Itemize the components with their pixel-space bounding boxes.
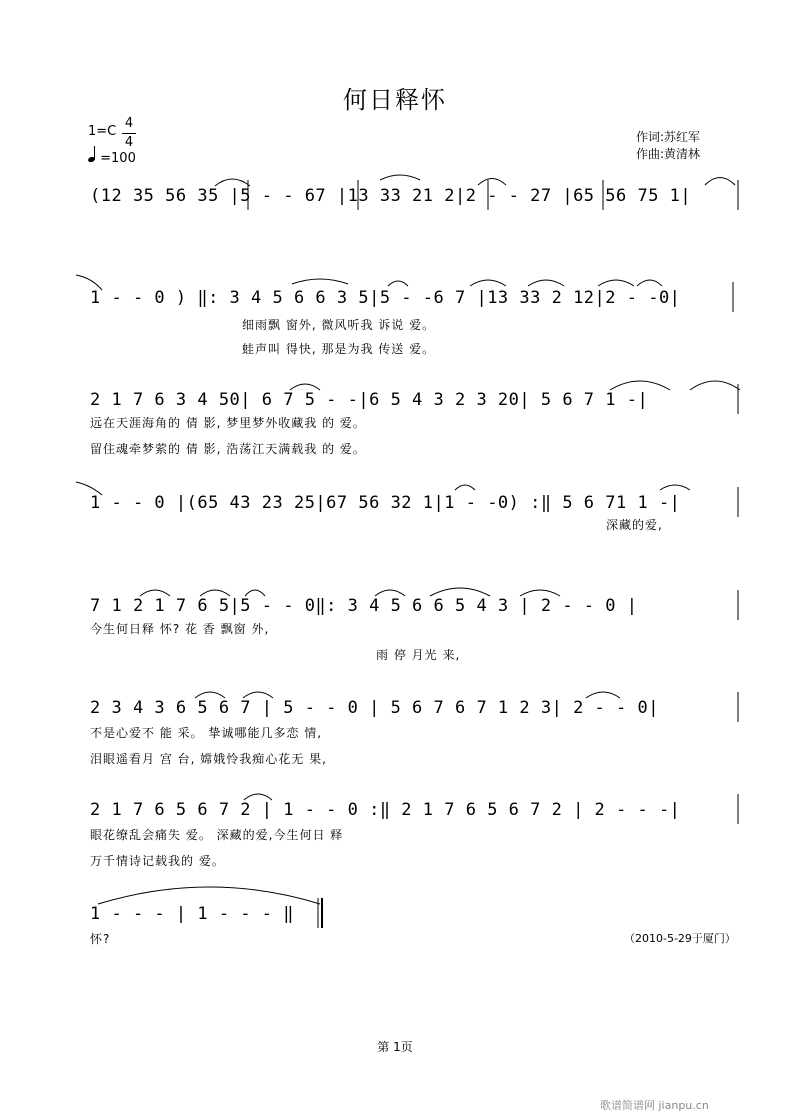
tie-arc (610, 381, 670, 390)
tie-arc (388, 281, 408, 286)
tie-arc (245, 590, 265, 596)
tie-arc (520, 590, 560, 596)
tie-arc (586, 692, 620, 698)
tie-arc (195, 692, 225, 698)
tie-arc (76, 275, 102, 290)
lyric-line-5b: 雨 停 月光 来, (376, 648, 461, 662)
tie-arc (470, 280, 506, 286)
site-watermark: 歌谱简谱网 jianpu.cn (600, 1099, 709, 1112)
tie-arc (140, 590, 170, 596)
tie-arc (637, 280, 662, 286)
score-line-8: 1 - - - | 1 - - - ‖ (90, 904, 294, 924)
time-signature-bottom: 4 (124, 135, 134, 150)
tie-arc (660, 485, 690, 490)
page-number: 第 1页 (377, 1040, 413, 1054)
tie-arc (290, 384, 320, 390)
tie-arc (598, 280, 634, 286)
tie-arc (375, 590, 405, 596)
tie-arc (478, 179, 506, 186)
score-line-7: 2 1 7 6 5 6 7 2 | 1 - - 0 :‖ 2 1 7 6 5 6 7 2 | 2 - - -| (90, 800, 681, 820)
tie-arc (76, 482, 102, 495)
lyric-line-7a: 眼花缭乱会痛失 爱。 深藏的爱,今生何日 释 (90, 828, 344, 842)
lyric-line-2b: 蛙声叫 得快, 那是为我 传送 爱。 (242, 342, 436, 356)
score-line-4: 1 - - 0 |(65 43 23 25|67 56 32 1|1 - -0) :‖ 5 6 71 1 -| (90, 493, 681, 513)
song-title: 何日释怀 (343, 86, 447, 114)
lyric-line-8a: 怀? (90, 932, 111, 946)
lyric-line-7b: 万千情诗记载我的 爱。 (90, 854, 225, 868)
score-line-3: 2 1 7 6 3 4 50| 6 7 5 - -|6 5 4 3 2 3 20| 5 6 7 1 -| (90, 390, 649, 410)
score-line-5: 7 1 2 1 7 6 5|5 - - 0‖: 3 4 5 6 6 5 4 3 | 2 - - 0 | (90, 596, 638, 616)
tie-arc (528, 280, 564, 286)
score-line-2: 1 - - 0 ) ‖: 3 4 5 6 6 3 5|5 - -6 7 |13 33 2 12|2 - -0| (90, 288, 681, 308)
tie-arc (380, 175, 420, 180)
tie-arc (430, 588, 490, 596)
lyric-line-3a: 远在天涯海角的 倩 影, 梦里梦外收藏我 的 爱。 (90, 416, 366, 430)
lyricist-credit: 作词:苏红军 (636, 130, 701, 144)
tie-arc (200, 590, 230, 596)
date-place-note: （2010-5-29于厦门） (624, 932, 736, 945)
tie-arc (705, 178, 735, 186)
tie-arc (690, 381, 740, 390)
score-line-6: 2 3 4 3 6 5 6 7 | 5 - - 0 | 5 6 7 6 7 1 2 3| 2 - - 0| (90, 698, 659, 718)
composer-credit: 作曲:黄清林 (636, 147, 701, 161)
tempo-value: =100 (100, 151, 136, 166)
lyric-line-4a: 深藏的爱, (606, 518, 663, 532)
lyric-line-6b: 泪眼遥看月 宫 台, 嫦娥怜我痴心花无 果, (90, 752, 327, 766)
tie-arc (244, 794, 272, 800)
lyric-line-5a: 今生何日释 怀? 花 香 飘窗 外, (90, 622, 270, 636)
lyric-line-6a: 不是心爱不 能 采。 挚诚哪能几多恋 情, (90, 726, 323, 740)
score-line-1: (12 35 56 35 |5 - - 67 |13 33 21 2|2 - - 27 |65 56 75 1| (90, 186, 692, 206)
lyric-line-3b: 留住魂牵梦萦的 倩 影, 浩荡江天满载我 的 爱。 (90, 442, 366, 456)
key-signature: 1=C (88, 124, 117, 139)
tie-arc (215, 179, 250, 186)
tie-arc (455, 485, 475, 490)
tie-arc (243, 692, 273, 698)
tie-arc (98, 887, 320, 904)
time-signature-top: 4 (124, 116, 134, 131)
tie-arc (292, 279, 348, 284)
lyric-line-2a: 细雨飘 窗外, 微风听我 诉说 爱。 (242, 318, 436, 332)
